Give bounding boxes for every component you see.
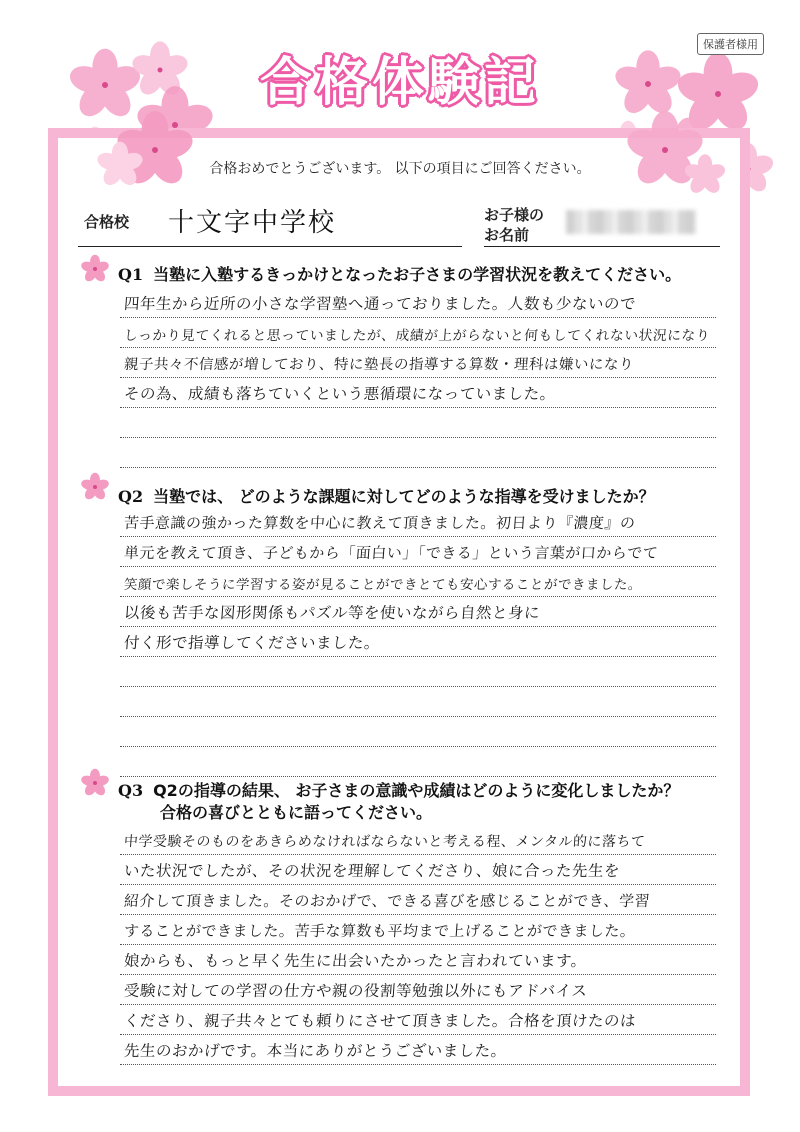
q2-question <box>118 484 655 507</box>
answer-line <box>120 885 716 915</box>
answer-text: くださり、親子共々とても頼りにさせて頂きました。合格を頂けたのは <box>123 1012 637 1030</box>
answer-text: 先生のおかげです。本当にありがとうございました。 <box>123 1042 508 1060</box>
q3-question-line2: 合格の喜びとともに語ってください。 <box>160 803 433 822</box>
answer-line <box>120 945 716 975</box>
answer-text: 受験に対しての学習の仕方や親の役割等勉強以外にもアドバイス <box>123 982 589 1000</box>
q1-text: 当塾に入塾するきっかけとなったお子さまの学習状況を教えてください。 <box>153 265 682 284</box>
name-underline <box>484 246 720 247</box>
answer-text: いた状況でしたが、その状況を理解してくださり、娘に合った先生を <box>123 862 621 880</box>
q3-question <box>118 778 679 801</box>
answer-text: 付く形で指導してくださいました。 <box>123 634 381 652</box>
q2-answer-lines <box>120 507 716 777</box>
q1-answer-lines <box>120 288 716 468</box>
answer-text: 親子共々不信感が増しており、特に塾長の指導する算数・理科は嫌いになり <box>123 357 635 373</box>
answer-line <box>120 1005 716 1035</box>
answer-text: 苦手意識の強かった算数を中心に教えて頂きました。初日より『濃度』の <box>123 514 637 532</box>
answer-line <box>120 288 716 318</box>
answer-line <box>120 687 716 717</box>
q2-flower-icon <box>80 472 110 502</box>
page-title: 合格体験記 <box>259 53 540 113</box>
answer-line <box>120 1035 716 1065</box>
answer-text: 紹介して頂きました。そのおかげで、できる喜びを感じることができ、学習 <box>123 892 651 910</box>
answer-text: 中学受験そのものをあきらめなければならないと考える程、メンタル的に落ちて <box>123 834 646 850</box>
answer-text: 単元を教えて頂き、子どもから「面白い」「できる」という言葉が口からでて <box>123 544 659 562</box>
answer-text: することができました。苦手な算数も平均まで上げることができました。 <box>123 922 637 940</box>
answer-line <box>120 438 716 468</box>
answer-line <box>120 825 716 855</box>
child-name-redacted <box>566 210 696 234</box>
q3-text: Q2の指導の結果、 お子さまの意識や成績はどのように変化しましたか？ <box>153 781 680 800</box>
school-label: 合格校 <box>84 213 130 231</box>
answer-line <box>120 378 716 408</box>
answer-line <box>120 348 716 378</box>
q3-flower-icon <box>80 768 110 798</box>
q2-number: Q2 <box>118 487 144 506</box>
q3-answer-lines <box>120 825 716 1065</box>
answer-line <box>120 408 716 438</box>
guardian-badge: 保護者様用 <box>697 33 764 55</box>
answer-line <box>120 567 716 597</box>
answer-text: その為、成績も落ちていくという悪循環になっていました。 <box>123 385 557 403</box>
answer-line <box>120 318 716 348</box>
answer-line <box>120 507 716 537</box>
answer-text: 娘からも、もっと早く先生に出会いたかったと言われています。 <box>123 952 588 970</box>
answer-line <box>120 537 716 567</box>
q2-text: 当塾では、 どのような課題に対してどのような指導を受けましたか？ <box>153 487 655 506</box>
answer-line <box>120 717 716 747</box>
answer-line <box>120 597 716 627</box>
q1-number: Q1 <box>118 265 144 284</box>
school-underline <box>78 246 462 247</box>
answer-line <box>120 627 716 657</box>
cherry-blossom-corner-right <box>610 110 730 200</box>
answer-text: 四年生から近所の小さな学習塾へ通っておりました。人数も少ないので <box>123 295 637 313</box>
answer-line <box>120 975 716 1005</box>
q1-question <box>118 262 681 285</box>
answer-line <box>120 915 716 945</box>
answer-text: 以後も苦手な図形関係もパズル等を使いながら自然と身に <box>123 604 541 622</box>
answer-line <box>120 657 716 687</box>
school-value: 十文字中学校 <box>168 208 337 238</box>
child-name-label: お子様の お名前 <box>484 206 545 244</box>
answer-text: 笑顔で楽しそうに学習する姿が見ることができとても安心することができました。 <box>123 577 643 593</box>
answer-line <box>120 855 716 885</box>
q3-number: Q3 <box>118 781 144 800</box>
cherry-blossom-corner-left <box>95 110 215 200</box>
intro-text: 合格おめでとうございます。 以下の項目にご回答ください。 <box>209 161 591 177</box>
answer-line <box>120 747 716 777</box>
q1-flower-icon <box>80 254 110 284</box>
answer-text: しっかり見てくれると思っていましたが、成績が上がらないと何もしてくれない状況になり <box>123 328 711 344</box>
